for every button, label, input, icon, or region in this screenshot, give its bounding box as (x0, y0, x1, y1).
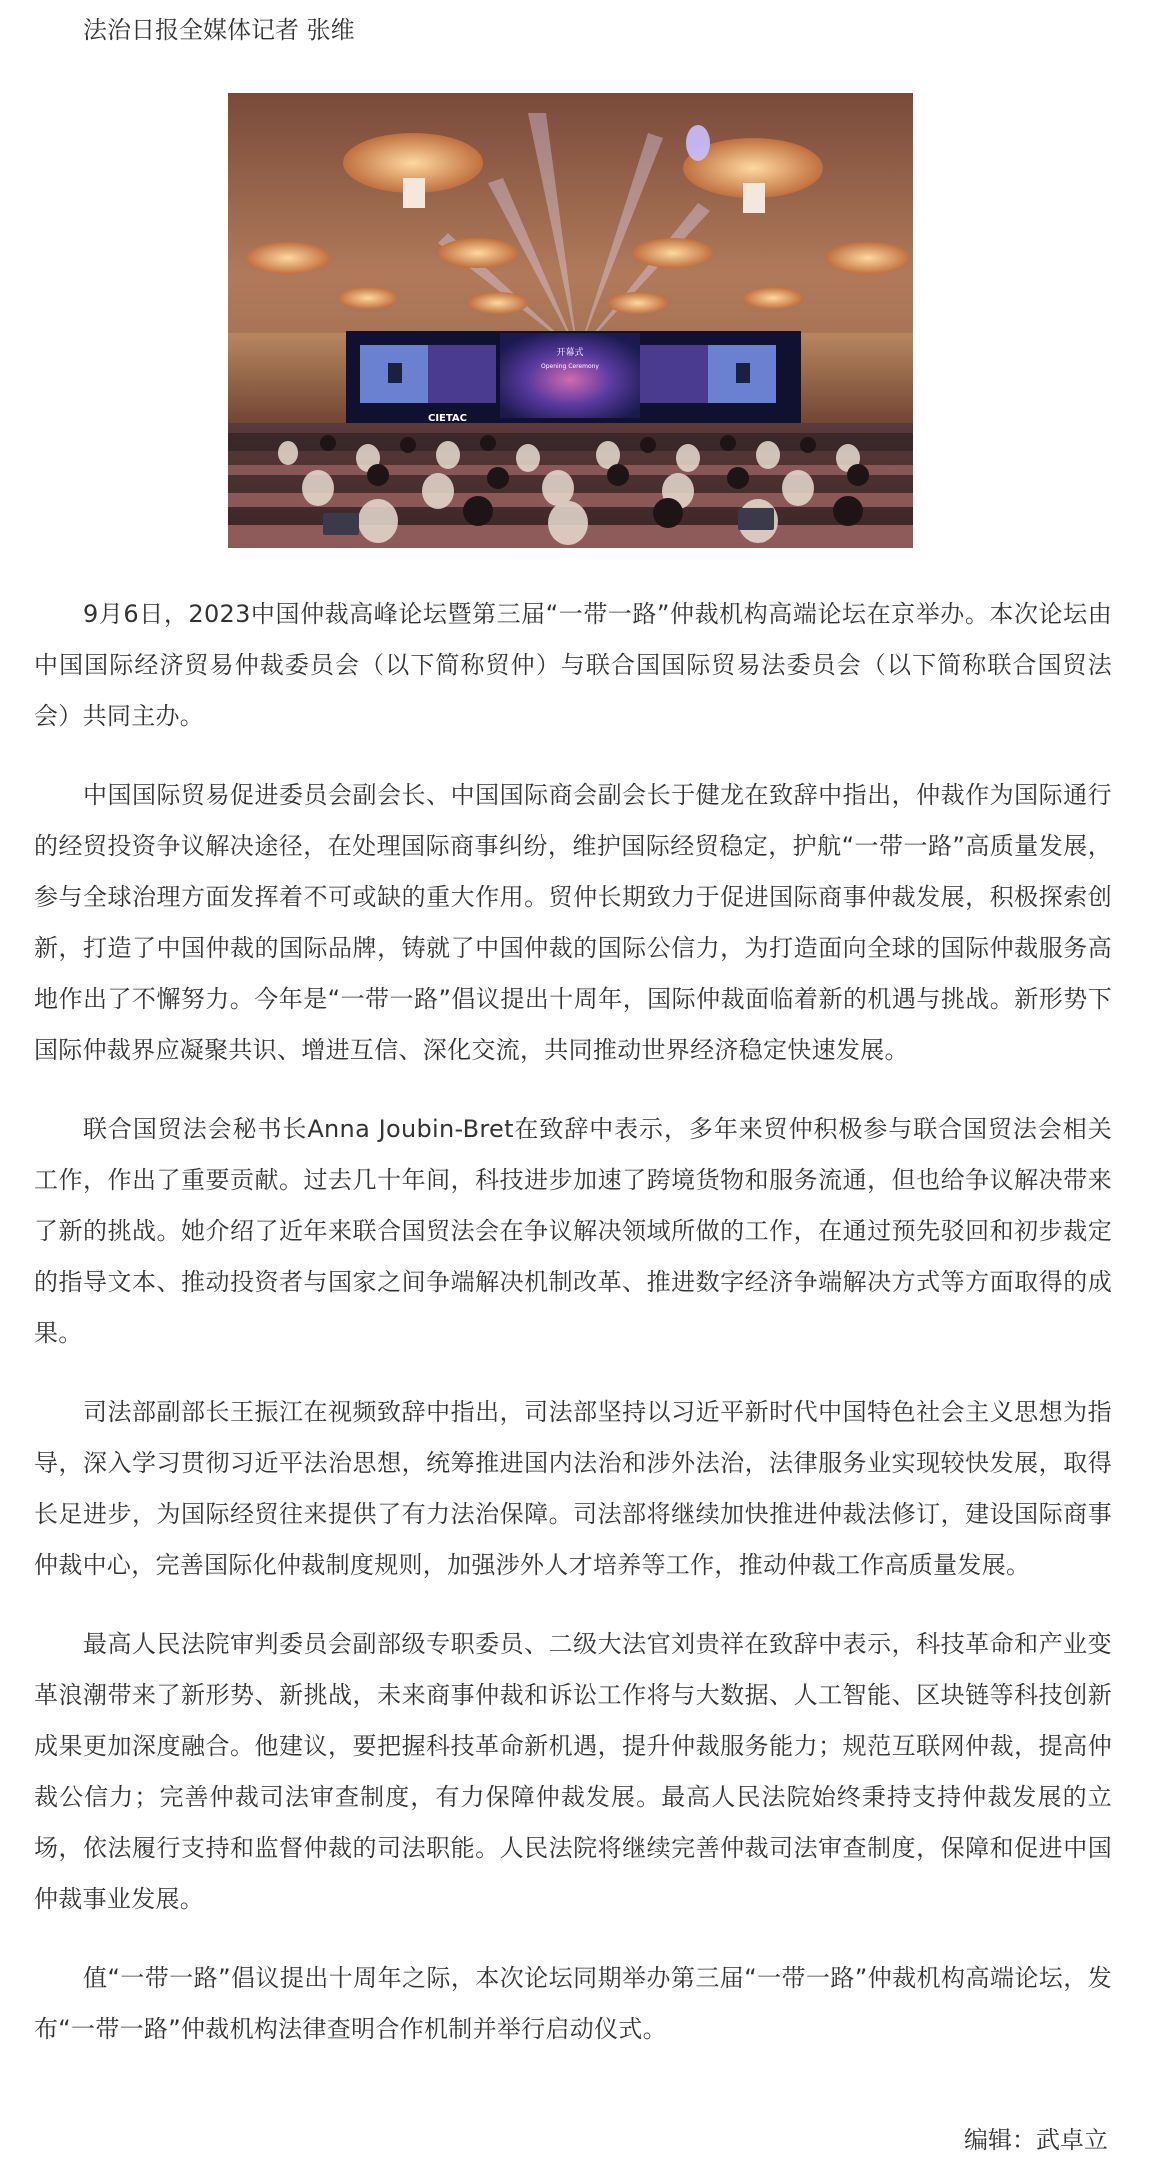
cietac-logo: CIETAC (428, 413, 468, 424)
paragraph: 值“一带一路”倡议提出十周年之际，本次论坛同期举办第三届“一带一路”仲裁机构高端论坛，发布“一带一路”仲裁机构法律查明合作机制并举行启动仪式。 (34, 1964, 1112, 2043)
paragraph: 最高人民法院审判委员会副部级专职委员、二级大法官刘贵祥在致辞中表示，科技革命和产业变革浪潮带来了新形势、新挑战，未来商事仲裁和诉讼工作将与大数据、人工智能、区块链等科技创新成果更加深度融合。他建议，要把握科技革命新机遇，提升仲裁服务能力；规范互联网仲裁，提高仲裁公信力；完善仲裁司法审查制度，有力保障仲裁发展。最高人民法院始终秉持支持仲裁发展的立场，依法履行支持和监督仲裁的司法职能。人民法院将继续完善仲裁司法审查制度，保障和促进中国仲裁事业发展。 (34, 1630, 1112, 1913)
paragraph: 中国国际贸易促进委员会副会长、中国国际商会副会长于健龙在致辞中指出，仲裁作为国际通行的经贸投资争议解决途径，在处理国际商事纠纷，维护国际经贸稳定，护航“一带一路”高质量发展，参与全球治理方面发挥着不可或缺的重大作用。贸仲长期致力于促进国际商事仲裁发展，积极探索创新，打造了中国仲裁的国际品牌，铸就了中国仲裁的国际公信力，为打造面向全球的国际仲裁服务高地作出了不懈努力。今年是“一带一路”倡议提出十周年，国际仲裁面临着新的机遇与挑战。新形势下国际仲裁界应凝聚共识、增进互信、深化交流，共同推动世界经济稳定快速发展。 (34, 781, 1112, 1064)
paragraph: 9月6日，2023中国仲裁高峰论坛暨第三届“一带一路”仲裁机构高端论坛在京举办。本次论坛由中国国际经济贸易仲裁委员会（以下简称贸仲）与联合国国际贸易法委员会（以下简称联合国贸法会）共同主办。 (34, 600, 1112, 730)
conference-photo-illustration (228, 93, 913, 548)
byline: 法治日报全媒体记者 张维 (83, 16, 355, 44)
paragraph: 司法部副部长王振江在视频致辞中指出，司法部坚持以习近平新时代中国特色社会主义思想为指导，深入学习贯彻习近平法治思想，统筹推进国内法治和涉外法治，法律服务业实现较快发展，取得长足进步，为国际经贸往来提供了有力法治保障。司法部将继续加快推进仲裁法修订，建设国际商事仲裁中心，完善国际化仲裁制度规则，加强涉外人才培养等工作，推动仲裁工作高质量发展。 (34, 1398, 1112, 1579)
paragraph: 联合国贸法会秘书长Anna Joubin-Bret在致辞中表示，多年来贸仲积极参与联合国贸法会相关工作，作出了重要贡献。过去几十年间，科技进步加速了跨境货物和服务流通，但也给争议解决带来了新的挑战。她介绍了近年来联合国贸法会在争议解决领域所做的工作，在通过预先驳回和初步裁定的指导文本、推动投资者与国家之间争端解决机制改革、推进数字经济争端解决方式等方面取得的成果。 (34, 1115, 1112, 1347)
article-photo (228, 93, 913, 548)
editor-credit: 编辑：武卓立 (964, 2126, 1108, 2154)
screen-title: 开幕式 (556, 348, 584, 358)
article-body (34, 589, 1112, 2083)
screen-subtitle: Opening Ceremony (541, 363, 599, 370)
